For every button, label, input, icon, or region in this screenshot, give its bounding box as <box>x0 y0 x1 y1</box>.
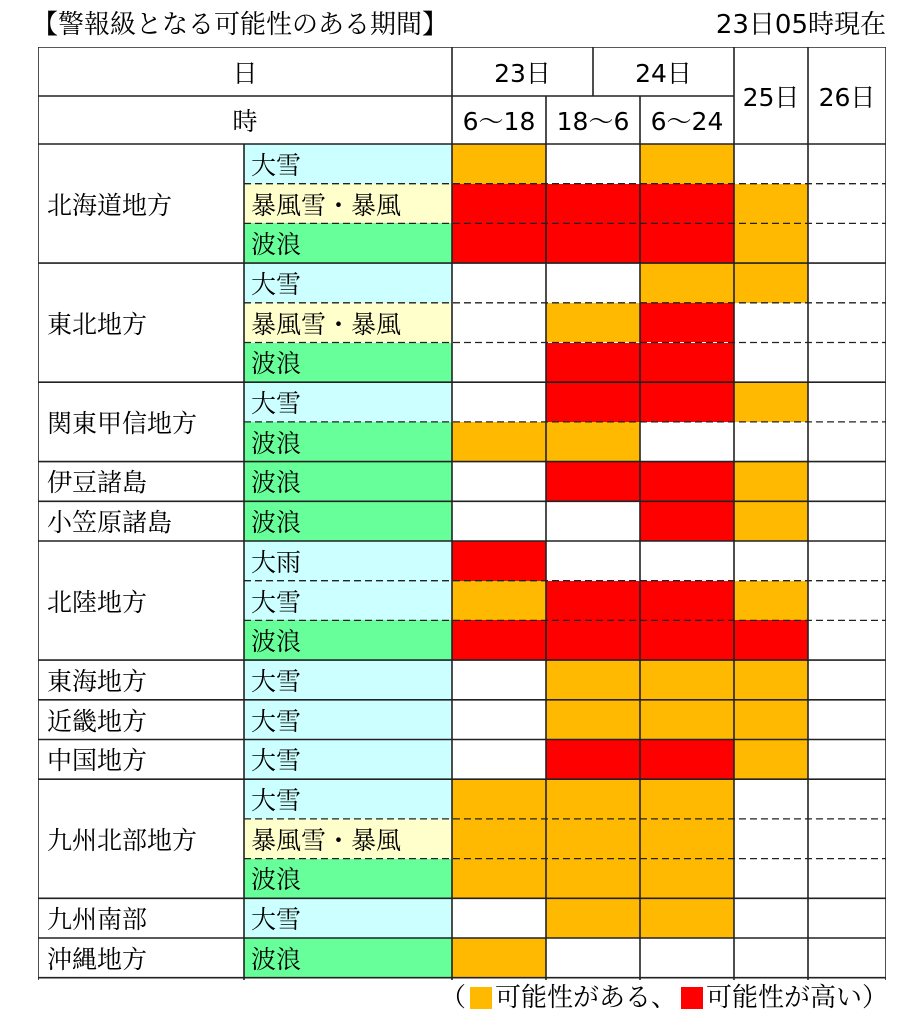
hazard-label: 大雨 <box>244 541 452 581</box>
period-cell-possible <box>734 660 808 700</box>
period-cell-possible <box>640 660 734 700</box>
period-cell-high <box>452 541 546 581</box>
period-cell-empty <box>734 422 808 462</box>
period-cell-high <box>546 620 640 660</box>
period-cell-possible <box>640 700 734 740</box>
period-cell-empty <box>808 779 886 819</box>
period-cell-empty <box>640 541 734 581</box>
period-cell-possible <box>546 779 640 819</box>
period-cell-possible <box>546 700 640 740</box>
hazard-label: 大雪 <box>244 779 452 819</box>
region-label: 北陸地方 <box>47 587 148 617</box>
period-cell-empty <box>808 343 886 383</box>
period-cell-possible <box>452 938 546 978</box>
issue-timestamp: 23日05時現在 <box>715 10 886 40</box>
period-cell-possible <box>640 859 734 899</box>
period-cell-empty <box>808 303 886 343</box>
region-label: 関東甲信地方 <box>47 408 198 438</box>
period-cell-high <box>640 303 734 343</box>
period-cell-possible <box>734 223 808 263</box>
period-cell-empty <box>808 581 886 621</box>
period-cell-possible <box>640 263 734 303</box>
period-cell-high <box>640 581 734 621</box>
period-cell-possible <box>452 859 546 899</box>
period-cell-empty <box>808 620 886 660</box>
period-cell-possible <box>452 779 546 819</box>
legend-open-paren: （ <box>439 983 466 1013</box>
hazard-label: 大雪 <box>244 263 452 303</box>
hazard-label: 大雪 <box>244 740 452 780</box>
period-cell-possible <box>546 303 640 343</box>
period-cell-high <box>546 740 640 780</box>
period-cell-possible <box>546 422 640 462</box>
period-cell-high <box>640 343 734 383</box>
hazard-label: 暴風雪・暴風 <box>244 303 452 343</box>
header-day-label: 日 <box>232 58 258 88</box>
period-cell-possible <box>546 898 640 938</box>
period-cell-possible <box>734 263 808 303</box>
period-cell-high <box>546 462 640 502</box>
region-label: 近畿地方 <box>47 706 148 736</box>
hazard-label: 波浪 <box>244 462 452 502</box>
region-label: 伊豆諸島 <box>47 468 148 498</box>
period-cell-empty <box>546 501 640 541</box>
warning-period-table <box>38 47 886 980</box>
hazard-label: 波浪 <box>244 223 452 263</box>
hazard-label: 波浪 <box>244 620 452 660</box>
period-cell-possible <box>640 779 734 819</box>
period-cell-possible <box>452 581 546 621</box>
period-cell-empty <box>452 382 546 422</box>
period-cell-empty <box>452 898 546 938</box>
period-cell-high <box>640 184 734 224</box>
period-cell-high <box>546 382 640 422</box>
legend-possible-label: 可能性がある、 <box>494 983 677 1013</box>
period-cell-empty <box>734 779 808 819</box>
legend-close-paren: ） <box>861 983 888 1013</box>
period-cell-possible <box>546 819 640 859</box>
period-cell-empty <box>808 462 886 502</box>
period-cell-possible <box>452 422 546 462</box>
period-cell-possible <box>734 184 808 224</box>
period-cell-empty <box>452 740 546 780</box>
period-cell-empty <box>808 144 886 184</box>
period-cell-empty <box>808 184 886 224</box>
period-cell-high <box>640 740 734 780</box>
period-cell-high <box>546 223 640 263</box>
period-cell-empty <box>808 382 886 422</box>
region-label: 中国地方 <box>47 746 148 776</box>
region-label: 東北地方 <box>47 309 148 339</box>
hazard-label: 波浪 <box>244 938 452 978</box>
period-cell-empty <box>734 541 808 581</box>
period-cell-empty <box>546 938 640 978</box>
period-cell-empty <box>808 819 886 859</box>
period-cell-empty <box>808 740 886 780</box>
period-cell-empty <box>734 819 808 859</box>
period-cell-high <box>546 581 640 621</box>
header-day-23: 23日 <box>494 58 551 88</box>
period-cell-high <box>640 382 734 422</box>
header-day-25: 25日 <box>742 82 800 112</box>
header-time-label: 時 <box>232 107 258 136</box>
legend <box>440 981 888 1015</box>
hazard-label: 波浪 <box>244 501 452 541</box>
period-cell-empty <box>734 898 808 938</box>
period-cell-high <box>734 620 808 660</box>
region-label: 小笠原諸島 <box>47 508 173 538</box>
period-cell-empty <box>808 660 886 700</box>
header-day-24: 24日 <box>635 58 692 88</box>
period-cell-empty <box>808 263 886 303</box>
period-cell-high <box>640 462 734 502</box>
hazard-label: 大雪 <box>244 700 452 740</box>
hazard-label: 大雪 <box>244 144 452 184</box>
hazard-label: 暴風雪・暴風 <box>244 184 452 224</box>
region-label: 東海地方 <box>47 666 148 696</box>
header-day-26: 26日 <box>818 82 876 112</box>
hazard-label: 波浪 <box>244 422 452 462</box>
period-cell-possible <box>640 819 734 859</box>
period-cell-possible <box>734 382 808 422</box>
legend-possible-swatch <box>470 987 492 1009</box>
hazard-label: 大雪 <box>244 581 452 621</box>
hazard-label: 大雪 <box>244 660 452 700</box>
period-cell-high <box>640 620 734 660</box>
period-cell-empty <box>808 422 886 462</box>
period-cell-possible <box>452 819 546 859</box>
period-cell-empty <box>808 501 886 541</box>
period-cell-empty <box>808 541 886 581</box>
period-cell-possible <box>734 581 808 621</box>
region-label: 九州北部地方 <box>47 825 198 855</box>
hazard-label: 波浪 <box>244 343 452 383</box>
hazard-label: 暴風雪・暴風 <box>244 819 452 859</box>
period-cell-empty <box>808 223 886 263</box>
period-cell-high <box>452 223 546 263</box>
page-title: 【警報級となる可能性のある期間】 <box>32 10 449 40</box>
header-period-2: 18～6 <box>556 107 630 136</box>
period-cell-possible <box>452 144 546 184</box>
period-cell-empty <box>640 938 734 978</box>
period-cell-high <box>546 184 640 224</box>
legend-high-swatch <box>681 987 703 1009</box>
period-cell-empty <box>546 541 640 581</box>
period-cell-possible <box>640 898 734 938</box>
region-label: 九州南部 <box>47 905 148 935</box>
header-period-1: 6～18 <box>462 107 536 136</box>
legend-high-label: 可能性が高い <box>705 983 862 1013</box>
header-period-3: 6～24 <box>650 107 724 136</box>
period-cell-empty <box>452 462 546 502</box>
period-cell-empty <box>734 859 808 899</box>
period-cell-high <box>452 184 546 224</box>
period-cell-possible <box>734 740 808 780</box>
period-cell-high <box>452 620 546 660</box>
hazard-label: 大雪 <box>244 898 452 938</box>
period-cell-empty <box>546 263 640 303</box>
period-cell-empty <box>452 660 546 700</box>
period-cell-empty <box>734 343 808 383</box>
hazard-label: 波浪 <box>244 859 452 899</box>
period-cell-empty <box>734 938 808 978</box>
period-cell-empty <box>734 303 808 343</box>
period-cell-high <box>546 343 640 383</box>
period-cell-high <box>640 223 734 263</box>
period-cell-empty <box>808 898 886 938</box>
period-cell-possible <box>734 462 808 502</box>
period-cell-possible <box>734 700 808 740</box>
period-cell-empty <box>640 422 734 462</box>
period-cell-empty <box>734 144 808 184</box>
period-cell-possible <box>734 501 808 541</box>
region-label: 沖縄地方 <box>47 944 148 974</box>
hazard-label: 大雪 <box>244 382 452 422</box>
period-cell-empty <box>452 343 546 383</box>
region-label: 北海道地方 <box>47 190 173 220</box>
period-cell-empty <box>452 501 546 541</box>
period-cell-possible <box>546 859 640 899</box>
period-cell-high <box>640 501 734 541</box>
period-cell-empty <box>452 303 546 343</box>
period-cell-empty <box>452 700 546 740</box>
period-cell-empty <box>546 144 640 184</box>
period-cell-possible <box>546 660 640 700</box>
period-cell-empty <box>452 263 546 303</box>
period-cell-empty <box>808 938 886 978</box>
period-cell-empty <box>808 700 886 740</box>
period-cell-possible <box>640 144 734 184</box>
period-cell-empty <box>808 859 886 899</box>
